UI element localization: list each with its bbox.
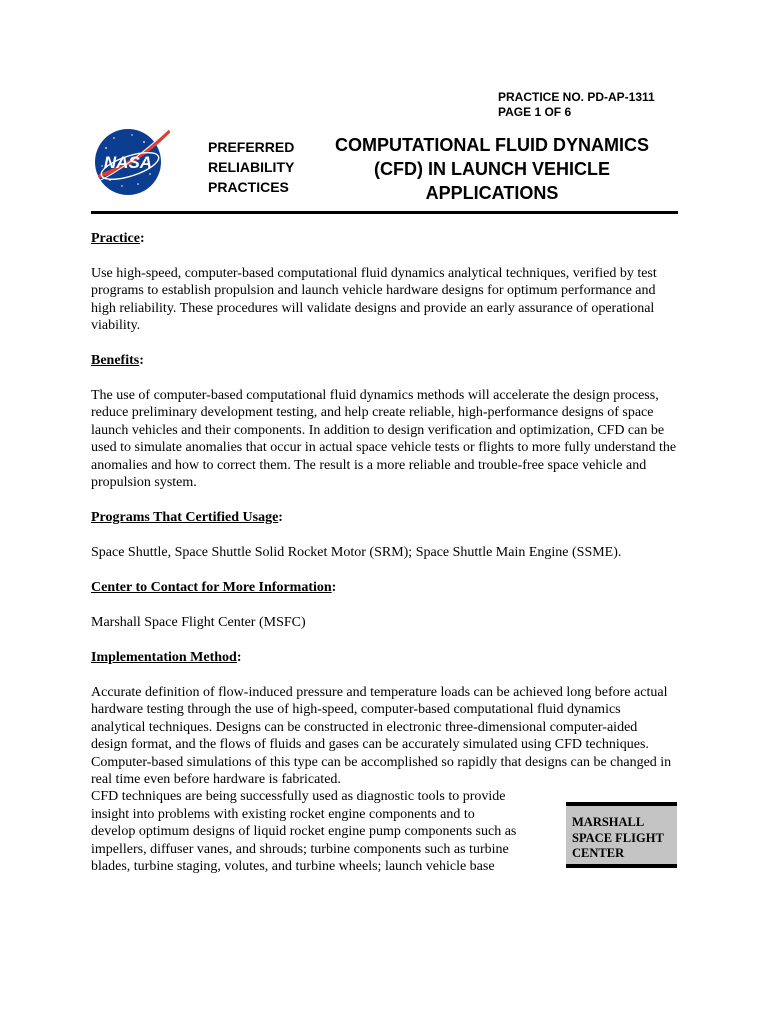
practice-number-block: [498, 90, 655, 120]
center-sidebar-box: [566, 802, 677, 868]
implementation-section: [91, 649, 677, 789]
programs-text: Space Shuttle, Space Shuttle Solid Rocket Motor (SRM); Space Shuttle Main Engine (SSME).: [91, 544, 622, 560]
text-line: impellers, diffuser vanes, and shrouds; turbine components such as turbine: [91, 841, 509, 857]
benefits-section: [91, 352, 677, 492]
text-line: blades, turbine staging, volutes, and turbine wheels; launch vehicle base: [91, 859, 495, 874]
implementation-continued: [91, 788, 561, 876]
section-heading: Practice:: [91, 231, 145, 246]
box-line: MARSHALL: [572, 815, 645, 829]
practice-heading: Practice: [91, 231, 140, 246]
box-line: SPACE FLIGHT: [572, 830, 664, 845]
box-line: CENTER: [572, 846, 625, 860]
nasa-logo-icon: [92, 124, 172, 198]
center-section: [91, 579, 677, 631]
center-text: Marshall Space Flight Center (MSFC): [91, 614, 306, 630]
programs-heading: Programs That Certified Usage: [91, 510, 279, 525]
section-heading: Benefits:: [91, 353, 144, 368]
practice-text: Use high-speed, computer-based computational fluid dynamics analytical techniques, verified by test programs to establish propulsion and launch vehicle hardware designs for optimum performance and high reliability. These procedures will validate designs and provide an early assurance of operational viability.: [91, 265, 657, 333]
center-heading: Center to Contact for More Information: [91, 580, 332, 595]
series-line-1: PREFERRED: [208, 139, 295, 155]
series-line-2: RELIABILITY: [208, 159, 295, 175]
page-number: PAGE 1 OF 6: [498, 105, 572, 119]
text-line: CFD techniques are being successfully used as diagnostic tools to provide: [91, 789, 506, 804]
implementation-heading: Implementation Method: [91, 650, 237, 665]
implementation-text: Accurate definition of flow-induced pressure and temperature loads can be achieved long before actual hardware testing through the use of high-speed, computer-based computational fluid dynamics analytical techniques. Designs can be constructed in electronic three-dimensional computer-aided design format, and the flows of fluids and gases can be accurately simulated using CFD techniques. Computer-based simulations of this type can be accomplished so rapidly that designs can be changed in real time even before hardware is fabricated.: [91, 684, 672, 787]
section-heading: Programs That Certified Usage:: [91, 510, 283, 525]
logo-text: NASA: [103, 153, 153, 172]
series-line-3: PRACTICES: [208, 179, 289, 195]
series-label: [208, 137, 294, 197]
practice-number: PRACTICE NO. PD-AP-1311: [498, 90, 655, 104]
benefits-heading: Benefits: [91, 353, 140, 368]
practice-section: [91, 230, 677, 335]
document-title: COMPUTATIONAL FLUID DYNAMICS (CFD) IN LAUNCH VEHICLE APPLICATIONS: [335, 135, 649, 203]
programs-section: [91, 509, 677, 561]
header-divider: [91, 211, 678, 214]
section-heading: Implementation Method:: [91, 650, 242, 665]
text-line: insight into problems with existing rocket engine components and to: [91, 806, 475, 822]
section-heading: Center to Contact for More Information:: [91, 580, 337, 595]
benefits-text: The use of computer-based computational fluid dynamics methods will accelerate the design process, reduce preliminary development testing, and help create reliable, high-performance designs of space launch vehicles and their components. In addition to design verification and optimization, CFD can be used to simulate anomalies that occur in actual space vehicle tests or flights to more fully understand the anomalies and how to correct them. The result is a more reliable and trouble-free space vehicle and propulsion system.: [91, 387, 677, 490]
text-line: develop optimum designs of liquid rocket engine pump components such as: [91, 824, 517, 839]
